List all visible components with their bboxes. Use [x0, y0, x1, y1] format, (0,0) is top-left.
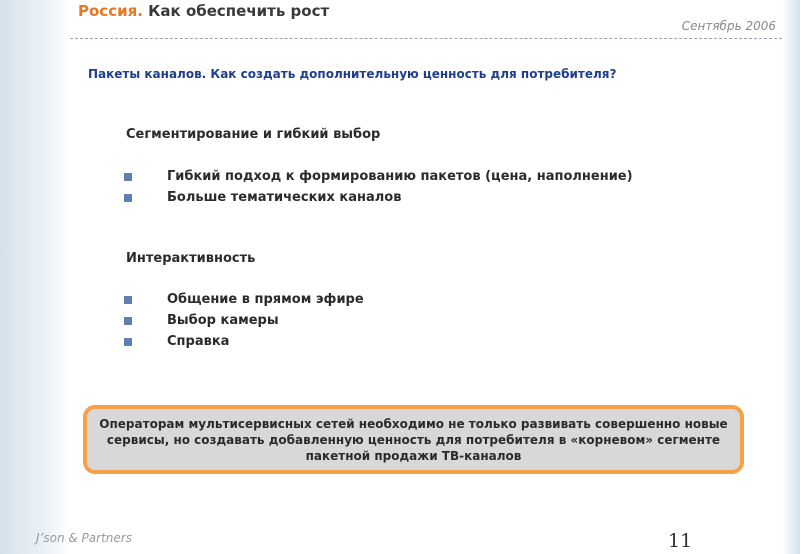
- square-bullet-icon: [124, 194, 132, 202]
- page-title-accent: Россия.: [78, 2, 143, 20]
- list-item-text: Гибкий подход к формированию пакетов (цена, наполнение): [167, 169, 633, 184]
- square-bullet-icon: [124, 317, 132, 325]
- bullet-list-segmentation: [124, 169, 647, 211]
- list-item: [124, 334, 647, 350]
- right-decorative-band: [782, 0, 800, 554]
- conclusion-callout: [83, 405, 744, 474]
- conclusion-text: Операторам мультисервисных сетей необходимо не только развивать совершенно новые сервисы, но создавать добавленную ценность для потребителя в «корневом» сегменте пакетной продажи ТВ-каналов: [99, 416, 728, 463]
- section-heading-segmentation: Сегментирование и гибкий выбор: [126, 127, 381, 142]
- list-item-text: Справка: [167, 334, 230, 349]
- square-bullet-icon: [124, 173, 132, 181]
- list-item-text: Общение в прямом эфире: [167, 292, 364, 307]
- page-title: [78, 2, 329, 20]
- list-item: [124, 292, 647, 308]
- date-label: Сентябрь 2006: [681, 19, 776, 33]
- list-item: [124, 169, 647, 185]
- page-title-text: Как обеспечить рост: [148, 2, 330, 20]
- list-item: [124, 190, 647, 206]
- slide-subtitle: Пакеты каналов. Как создать дополнительную ценность для потребителя?: [88, 67, 617, 81]
- list-item-text: Больше тематических каналов: [167, 190, 402, 205]
- bullet-list-interactivity: [124, 292, 647, 355]
- page-number: 11: [668, 530, 693, 552]
- left-decorative-band: [0, 0, 70, 554]
- section-heading-interactivity: Интерактивность: [126, 251, 256, 266]
- footer-brand: J’son & Partners: [36, 531, 132, 545]
- list-item-text: Выбор камеры: [167, 313, 279, 328]
- square-bullet-icon: [124, 296, 132, 304]
- header-divider: [70, 38, 782, 39]
- list-item: [124, 313, 647, 329]
- square-bullet-icon: [124, 338, 132, 346]
